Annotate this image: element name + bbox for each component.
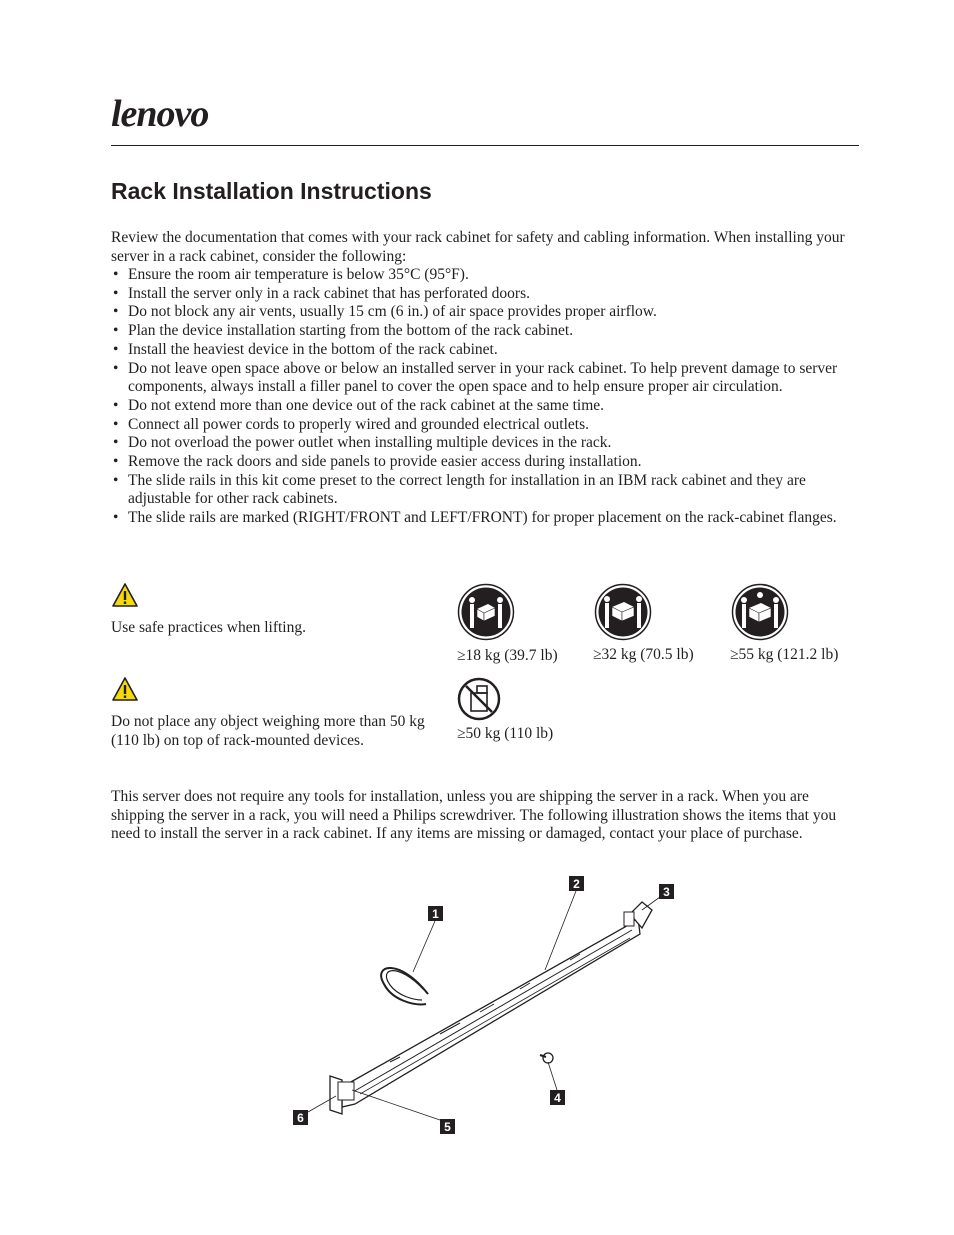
lift-weight-label: ≥32 kg (70.5 lb) [593, 646, 694, 663]
page-title: Rack Installation Instructions [111, 178, 432, 204]
lenovo-logo: lenovo [111, 93, 209, 135]
svg-text:4: 4 [554, 1091, 561, 1105]
caution-warning-icon [111, 676, 139, 702]
list-item: • Install the server only in a rack cabinet that has perforated doors. [111, 285, 856, 304]
list-item: • Plan the device installation starting from the bottom of the rack cabinet. [111, 322, 856, 341]
lift-weight-label: ≥55 kg (121.2 lb) [730, 646, 839, 663]
one-person-lift-icon [457, 583, 515, 641]
slide-rail-illustration [330, 902, 652, 1114]
callout-6 [293, 1110, 308, 1125]
list-item: • Do not leave open space above or below an installed server in your rack cabinet. To help prevent damage to server components, always install a filler panel to cover the open space and to help ensure proper air circulation. [111, 360, 856, 397]
callout-1 [428, 906, 443, 921]
list-item: • Do not overload the power outlet when installing multiple devices in the rack. [111, 434, 856, 453]
caution-top-load-text: Do not place any object weighing more than 50 kg (110 lb) on top of rack-mounted devices. [111, 713, 425, 749]
screw-illustration [540, 1053, 553, 1063]
callout-3 [659, 884, 674, 899]
list-item: • Do not block any air vents, usually 15 cm (6 in.) of air space provides proper airflow. [111, 303, 856, 322]
considerations-list [111, 266, 856, 528]
list-item: • Install the heaviest device in the bottom of the rack cabinet. [111, 341, 856, 360]
strap-illustration [381, 968, 428, 1004]
no-stacking-icon [457, 677, 501, 721]
svg-text:2: 2 [573, 877, 580, 891]
svg-text:3: 3 [663, 885, 670, 899]
top-load-weight-label: ≥50 kg (110 lb) [457, 725, 554, 742]
intro-paragraph: Review the documentation that comes with your rack cabinet for safety and cabling information. When installing your server in a rack cabinet, consider the following: [111, 229, 845, 265]
three-person-lift-icon [731, 583, 789, 641]
svg-text:6: 6 [297, 1111, 304, 1125]
list-item: • Do not extend more than one device out of the rack cabinet at the same time. [111, 397, 856, 416]
svg-text:1: 1 [432, 907, 439, 921]
tools-paragraph: This server does not require any tools for installation, unless you are shipping the server in a rack. When you are shipping the server in a rack, you will need a Philips screwdriver. The following illustration shows the items that you need to install the server in a rack cabinet. If any items are missing or damaged, contact your place of purchase. [111, 788, 837, 843]
two-person-lift-icon [594, 583, 652, 641]
svg-text:5: 5 [444, 1120, 451, 1134]
header-rule [111, 145, 859, 146]
list-item: • Connect all power cords to properly wired and grounded electrical outlets. [111, 416, 856, 435]
list-item: • The slide rails in this kit come preset to the correct length for installation in an IBM rack cabinet and they are adjustable for other rack cabinets. [111, 472, 856, 509]
callout-4 [550, 1090, 565, 1105]
lift-weight-label: ≥18 kg (39.7 lb) [457, 647, 558, 664]
rail-kit-illustration [280, 872, 700, 1142]
list-item: • Ensure the room air temperature is below 35°C (95°F). [111, 266, 856, 285]
list-item: • The slide rails are marked (RIGHT/FRONT and LEFT/FRONT) for proper placement on the rack-cabinet flanges. [111, 509, 856, 528]
callout-5 [440, 1119, 455, 1134]
caution-warning-icon [111, 582, 139, 608]
caution-lifting-text: Use safe practices when lifting. [111, 619, 306, 636]
callout-2 [569, 876, 584, 891]
list-item: • Remove the rack doors and side panels to provide easier access during installation. [111, 453, 856, 472]
